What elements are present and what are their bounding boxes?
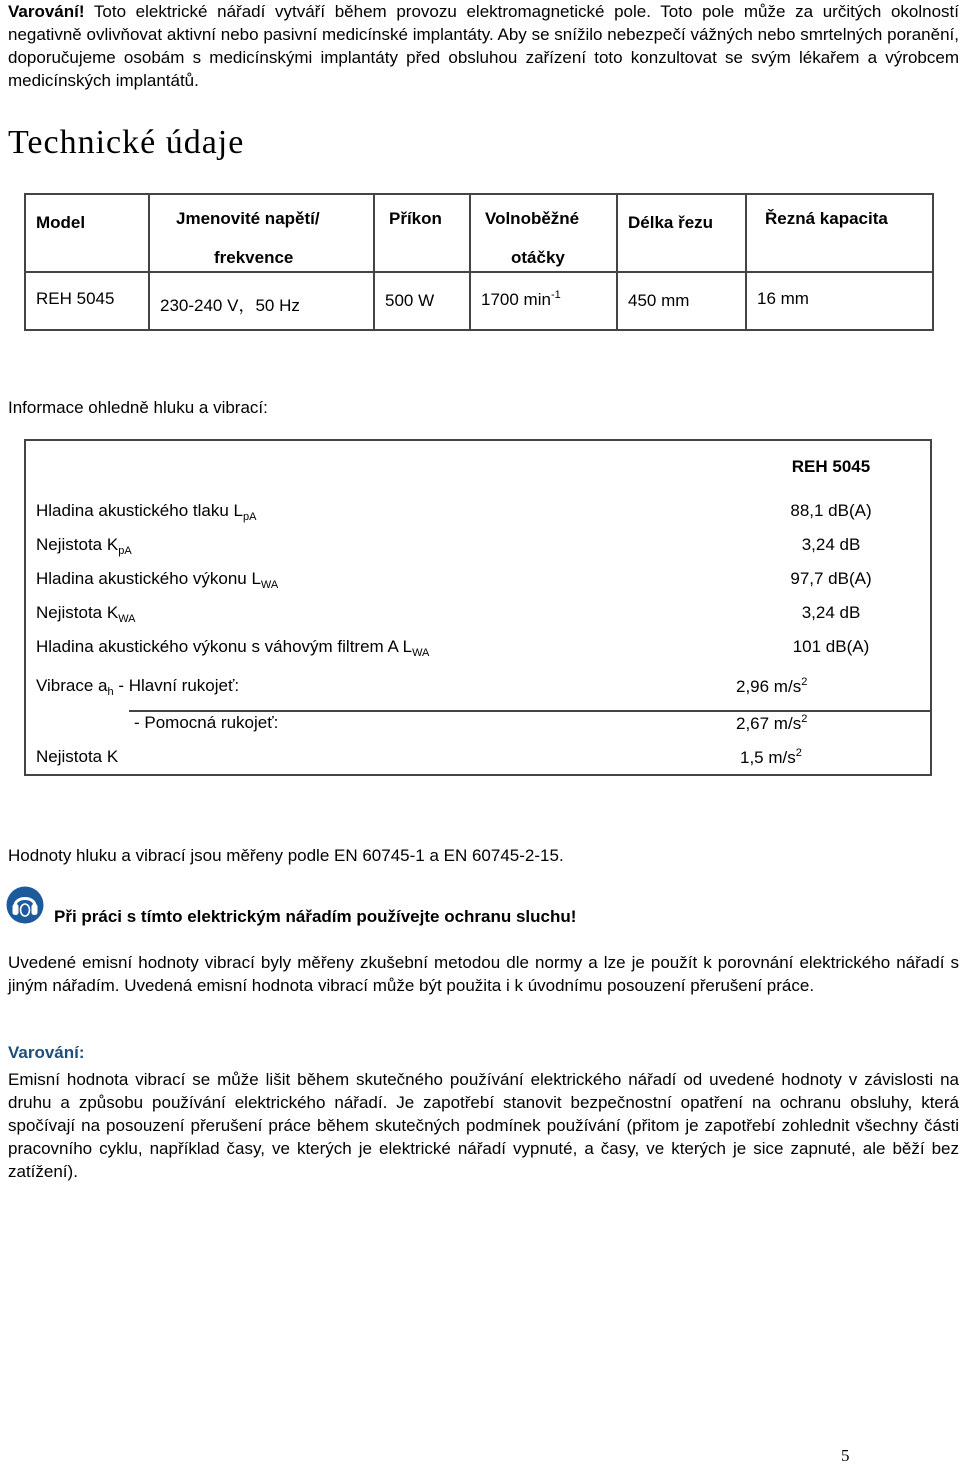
noise-row-value: 97,7 dB(A) <box>790 569 872 588</box>
noise-row-label <box>36 501 256 523</box>
noise-row-label-text: Hladina akustického tlaku L <box>36 501 243 520</box>
header-length: Délka řezu <box>628 213 714 232</box>
header-voltage-line2: frekvence <box>214 248 294 267</box>
uncertainty-label: Nejistota K <box>36 747 119 766</box>
value-model: REH 5045 <box>36 289 115 308</box>
spec-table <box>24 193 934 331</box>
vibration-sub: h <box>107 686 114 698</box>
uncertainty-number: 1,5 m/s <box>740 748 796 767</box>
spec-data-row <box>25 272 933 330</box>
square-exponent: 2 <box>801 676 808 688</box>
value-power: 500 W <box>385 291 435 310</box>
square-exponent: 2 <box>795 747 802 759</box>
noise-row-label-text: Nejistota K <box>36 535 119 554</box>
noise-row-label <box>36 569 278 591</box>
noise-heading: Informace ohledně hluku a vibrací: <box>8 398 268 417</box>
noise-row-label-text: Hladina akustického výkonu L <box>36 569 261 588</box>
header-power: Příkon <box>389 209 442 228</box>
noise-row-label <box>36 603 136 625</box>
noise-row-label-sub: WA <box>260 579 279 591</box>
vibration-aux-label: - Pomocná rukojeť: <box>134 713 279 732</box>
header-capacity: Řezná kapacita <box>765 209 888 228</box>
noise-row-label <box>36 637 429 659</box>
noise-row-label-sub: pA <box>118 545 132 557</box>
noise-row-label-sub: WA <box>412 647 430 659</box>
vibration-divider <box>129 710 932 712</box>
warning-label: Varování! <box>8 2 85 21</box>
value-voltage: 230-240 V，50 Hz <box>160 296 300 315</box>
vibration-prefix: Vibrace a <box>36 676 108 695</box>
warning-paragraph <box>8 0 959 92</box>
ear-protection-icon <box>6 886 44 924</box>
value-capacity: 16 mm <box>757 289 809 308</box>
noise-row-label-sub: pA <box>242 511 257 523</box>
noise-row-value: 88,1 dB(A) <box>790 501 872 520</box>
vibration-main-value <box>736 676 807 697</box>
value-speed-text: 1700 min <box>481 290 551 309</box>
noise-row-value: 101 dB(A) <box>792 637 870 656</box>
header-voltage-line1: Jmenovité napětí/ <box>176 209 320 228</box>
header-model: Model <box>36 213 86 232</box>
vibration-aux-number: 2,67 m/s <box>736 714 802 733</box>
value-speed <box>471 273 616 310</box>
noise-table-body <box>26 441 930 774</box>
vibration-main-number: 2,96 m/s <box>736 677 802 696</box>
warning-text: Toto elektrické nářadí vytváří během provozu elektromagnetické pole. Toto pole může za určitých okolností negativně ovlivňovat aktivní nebo pasivní medicínské implantáty. Aby se snížilo nebezpečí vážných nebo smrtelných poranění, doporučujeme osobám s medicínskými implantáty před obsluhou zařízení toto konzultovat se svým lékařem a výrobcem medicínských implantátů. <box>8 2 959 90</box>
page-title: Technické údaje <box>8 124 245 161</box>
measured-note: Hodnoty hluku a vibrací jsou měřeny podle EN 60745-1 a EN 60745-2-15. <box>8 846 564 865</box>
header-speed-line1: Volnoběžné <box>485 209 580 228</box>
header-speed-line2: otáčky <box>511 248 565 267</box>
noise-row-value: 3,24 dB <box>801 535 861 554</box>
noise-column-header: REH 5045 <box>791 457 871 476</box>
ear-protection-text: Při práci s tímto elektrickým nářadím používejte ochranu sluchu! <box>54 907 577 926</box>
page-number: 5 <box>841 1446 850 1465</box>
square-exponent: 2 <box>801 713 808 725</box>
vibration-main-text: - Hlavní rukojeť: <box>113 676 240 695</box>
value-speed-exponent: -1 <box>550 289 561 301</box>
noise-table <box>24 439 932 776</box>
noise-row-label-sub: WA <box>118 613 136 625</box>
uncertainty-value <box>740 747 802 768</box>
vibration-main-label <box>36 676 239 698</box>
value-length: 450 mm <box>628 291 690 310</box>
spec-header-row <box>25 194 933 272</box>
noise-row-label <box>36 535 132 557</box>
warning2-text: Emisní hodnota vibrací se může lišit během skutečného používání elektrického nářadí od uvedené hodnoty v závislosti na druhu a způsobu používání elektrického nářadí. Je zapotřebí stanovit bezpečnostní opatření na ochranu obsluhy, která spočívají na posouzení přerušení práce během skutečných podmínek používání (přitom je zapotřebí zohlednit všechny části pracovního cyklu, například časy, ve kterých je elektrické nářadí vypnuté, a časy, ve kterých je sice zapnuté, ale běží bez zatížení). <box>8 1070 959 1181</box>
warning2-label: Varování: <box>8 1043 85 1062</box>
noise-row-label-text: Hladina akustického výkonu s váhovým filtrem A L <box>36 637 413 656</box>
noise-row-label-text: Nejistota K <box>36 603 119 622</box>
vibration-paragraph: Uvedené emisní hodnoty vibrací byly měřeny zkušební metodou dle normy a lze je použít k porovnání elektrického nářadí s jiným nářadím. Uvedená emisní hodnota vibrací může být použita i k úvodnímu posouzení přerušení práce. <box>8 953 959 995</box>
vibration-aux-value <box>736 713 807 734</box>
noise-row-value: 3,24 dB <box>801 603 861 622</box>
